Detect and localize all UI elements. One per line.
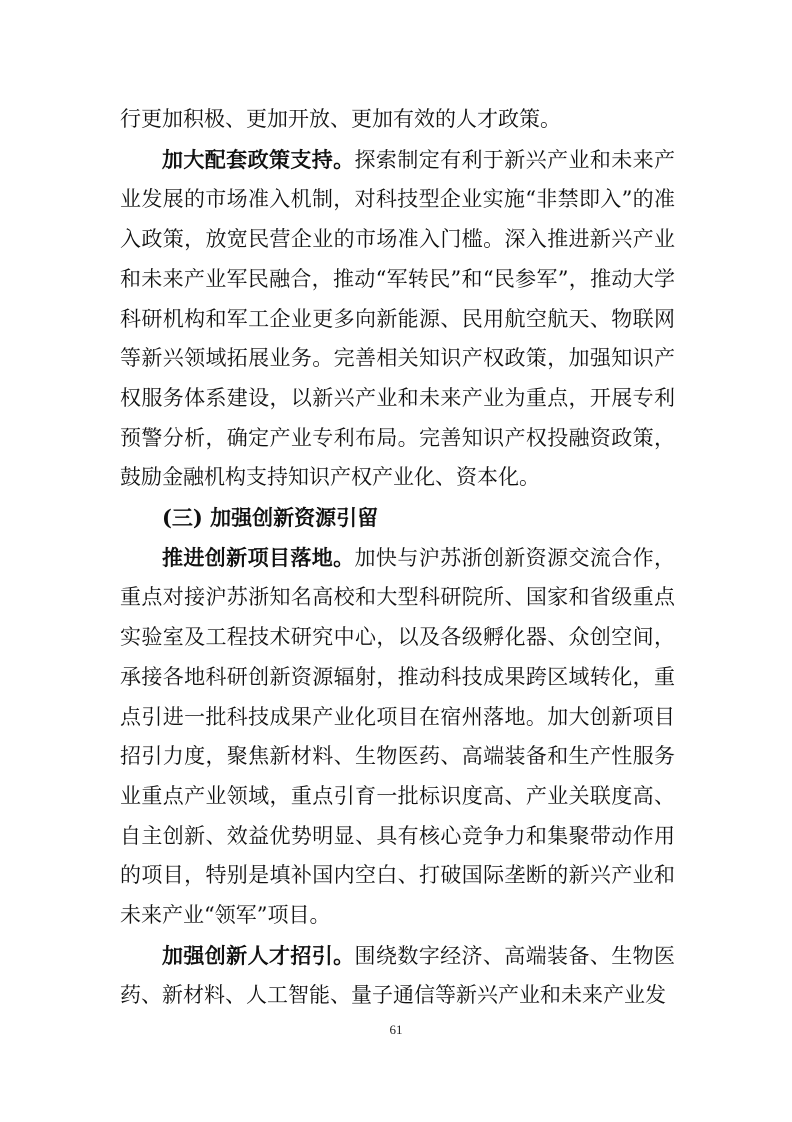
paragraph-project-landing <box>120 538 675 936</box>
paragraph-lead: 加强创新人才招引。 <box>162 942 355 968</box>
paragraph-policy-support <box>120 140 675 498</box>
page-number: 61 <box>389 1022 403 1037</box>
paragraph-lead: 加大配套政策支持。 <box>162 146 355 172</box>
paragraph-talent-recruitment <box>120 936 675 1016</box>
paragraph-lead: 推进创新项目落地。 <box>162 544 355 570</box>
paragraph-text: 行更加积极、更加开放、更加有效的人才政策。 <box>120 107 561 131</box>
paragraph-text: 探索制定有利于新兴产业和未来产业发展的市场准入机制，对科技型企业实施“非禁即入”的准入政策，放宽民营企业的市场准入门槛。深入推进新兴产业和未来产业军民融合，推动“军转民”和“民参军”，推动大学科研机构和军工企业更多向新能源、民用航空航天、物联网等新兴领域拓展业务。完善相关知识产权政策，加强知识产权服务体系建设，以新兴产业和未来产业为重点，开展专利预警分析，确定产业专利布局。完善知识产权投融资政策，鼓励金融机构支持知识产权产业化、资本化。 <box>120 147 676 490</box>
paragraph-text: 加快与沪苏浙创新资源交流合作，重点对接沪苏浙知名高校和大型科研院所、国家和省级重点实验室及工程技术研究中心，以及各级孵化器、众创空间，承接各地科研创新资源辐射，推动科技成果跨区域转化，重点引进一批科技成果产业化项目在宿州落地。加大创新项目招引力度，聚焦新材料、生物医药、高端装备和生产性服务业重点产业领域，重点引育一批标识度高、产业关联度高、自主创新、效益优势明显、具有核心竞争力和集聚带动作用的项目，特别是填补国内空白、打破国际垄断的新兴产业和未来产业“领军”项目。 <box>120 545 676 928</box>
paragraph-continuation <box>120 100 675 140</box>
body-text <box>120 100 675 1016</box>
section-heading: (三) 加强创新资源引留 <box>162 505 379 531</box>
paragraph-text: 围绕数字经济、高端装备、生物医药、新材料、人工智能、量子通信等新兴产业和未来产业发 <box>120 943 676 1008</box>
